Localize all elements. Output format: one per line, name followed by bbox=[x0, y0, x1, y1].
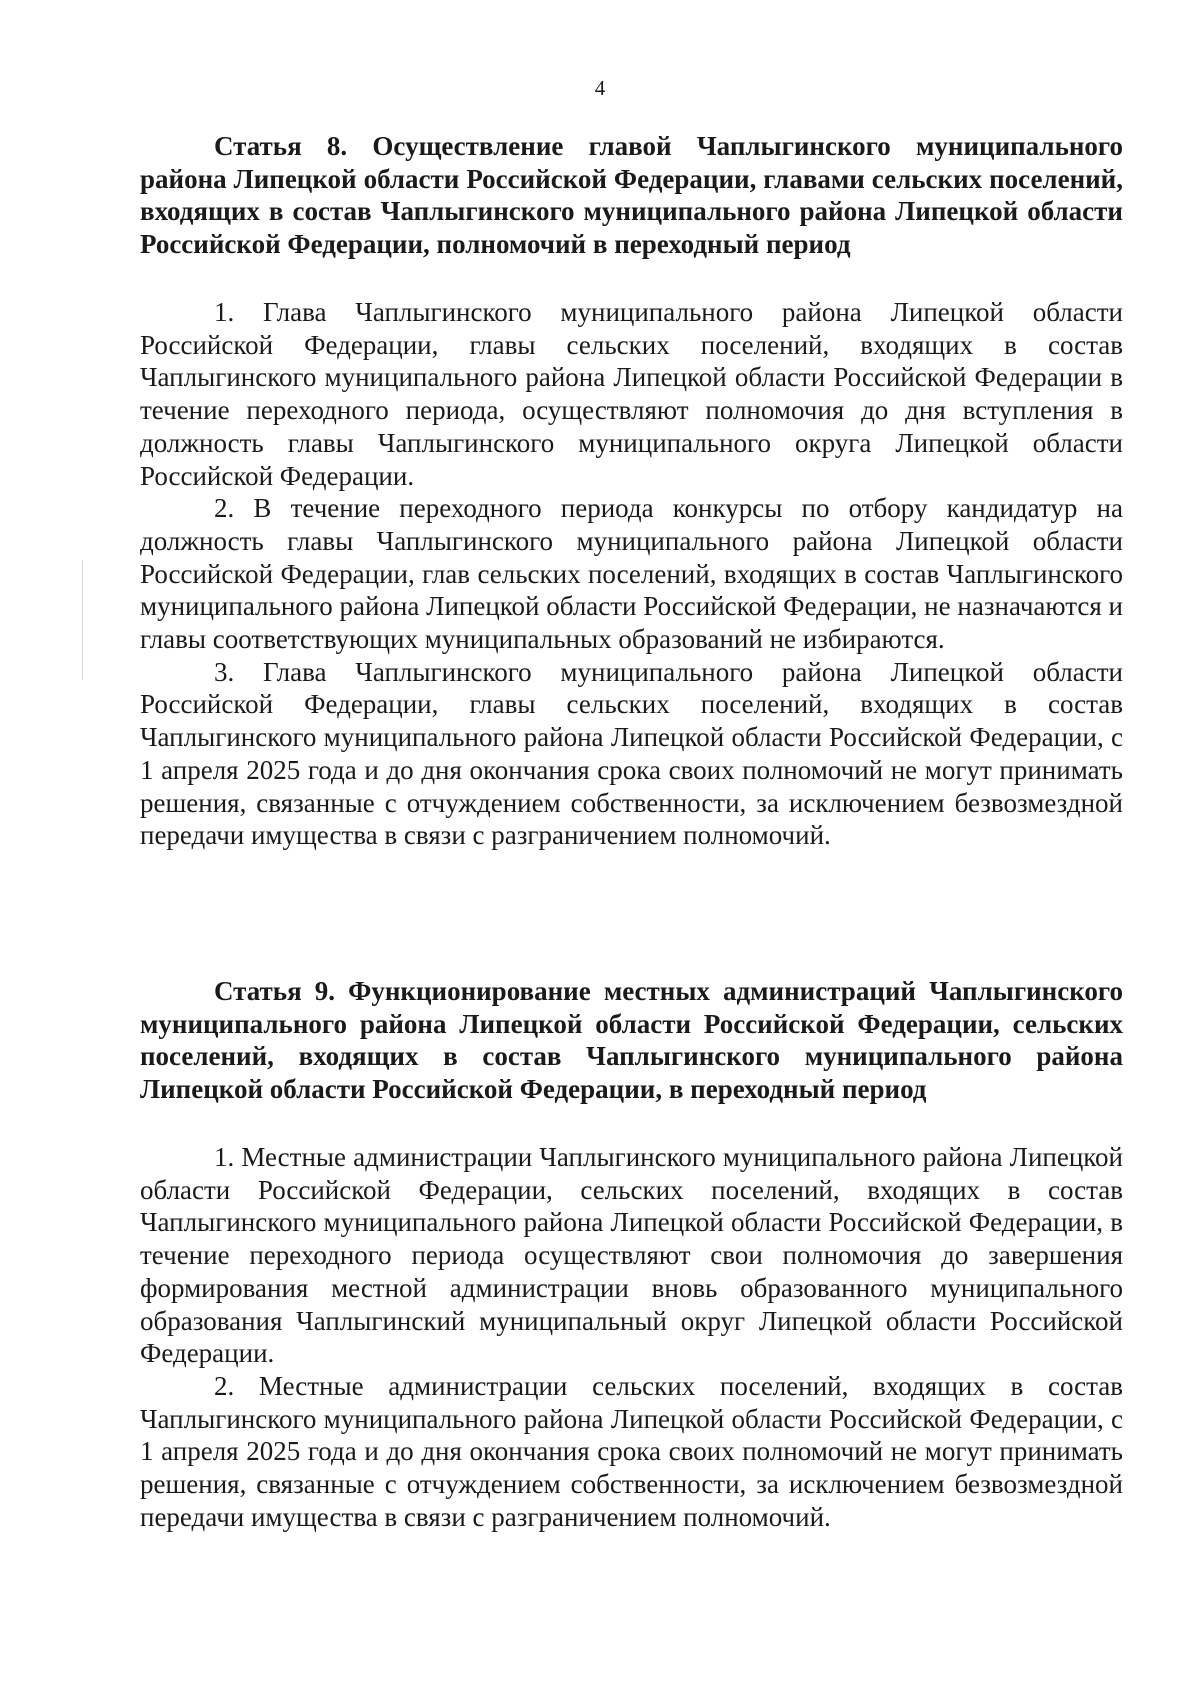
article-8-paragraph-1: 1. Глава Чаплыгинского муниципального района Липецкой области Российской Федерации, главы сельских поселений, входящих в состав Чаплыгинского муниципального района Липецкой области Российской Федерации в течение переходного периода, осуществляют полномочия до дня вступления в должность главы Чаплыгинского муниципального округа Липецкой области Российской Федерации. bbox=[140, 297, 1123, 491]
scan-edge-mark bbox=[82, 560, 83, 680]
article-9-heading: Статья 9. Функционирование местных администраций Чаплыгинского муниципального района Липецкой области Российской Федерации, сельских поселений, входящих в состав Чаплыгинского муниципального района Липецкой области Российской Федерации, в переходный период bbox=[140, 976, 1123, 1104]
page-number: 4 bbox=[594, 76, 606, 100]
heading-spacer bbox=[140, 260, 1123, 296]
article-8-heading: Статья 8. Осуществление главой Чаплыгинского муниципального района Липецкой области Российской Федерации, главами сельских поселений, входящих в состав Чаплыгинского муниципального района Липецкой области Российской Федерации, полномочий в переходный период bbox=[140, 131, 1123, 259]
article-8-paragraph-3: 3. Глава Чаплыгинского муниципального района Липецкой области Российской Федерации, главы сельских поселений, входящих в состав Чаплыгинского муниципального района Липецкой области Российской Федерации, с 1 апреля 2025 года и до дня окончания срока своих полномочий не могут принимать решения, связанные с отчуждением собственности, за исключением безвозмездной передачи имущества в связи с разграничением полномочий. bbox=[140, 656, 1123, 851]
article-8-paragraph-2: 2. В течение переходного периода конкурсы по отбору кандидатур на должность главы Чаплыгинского муниципального района Липецкой области Российской Федерации, глав сельских поселений, входящих в состав Чаплыгинского муниципального района Липецкой области Российской Федерации, не назначаются и главы соответствующих муниципальных образований не избираются. bbox=[140, 493, 1123, 655]
article-9-paragraph-1: 1. Местные администрации Чаплыгинского муниципального района Липецкой области Российской Федерации, сельских поселений, входящих в состав Чаплыгинского муниципального района Липецкой области Российской Федерации, в течение переходного периода осуществляют свои полномочия до завершения формирования местной администрации вновь образованного муниципального образования Чаплыгинский муниципальный округ Липецкой области Российской Федерации. bbox=[140, 1142, 1123, 1369]
article-8 bbox=[140, 130, 1123, 852]
article-9 bbox=[140, 975, 1123, 1533]
article-9-paragraph-2: 2. Местные администрации сельских поселений, входящих в состав Чаплыгинского муниципального района Липецкой области Российской Федерации, с 1 апреля 2025 года и до дня окончания срока своих полномочий не могут принимать решения, связанные с отчуждением собственности, за исключением безвозмездной передачи имущества в связи с разграничением полномочий. bbox=[140, 1370, 1123, 1532]
heading-spacer bbox=[140, 1105, 1123, 1141]
